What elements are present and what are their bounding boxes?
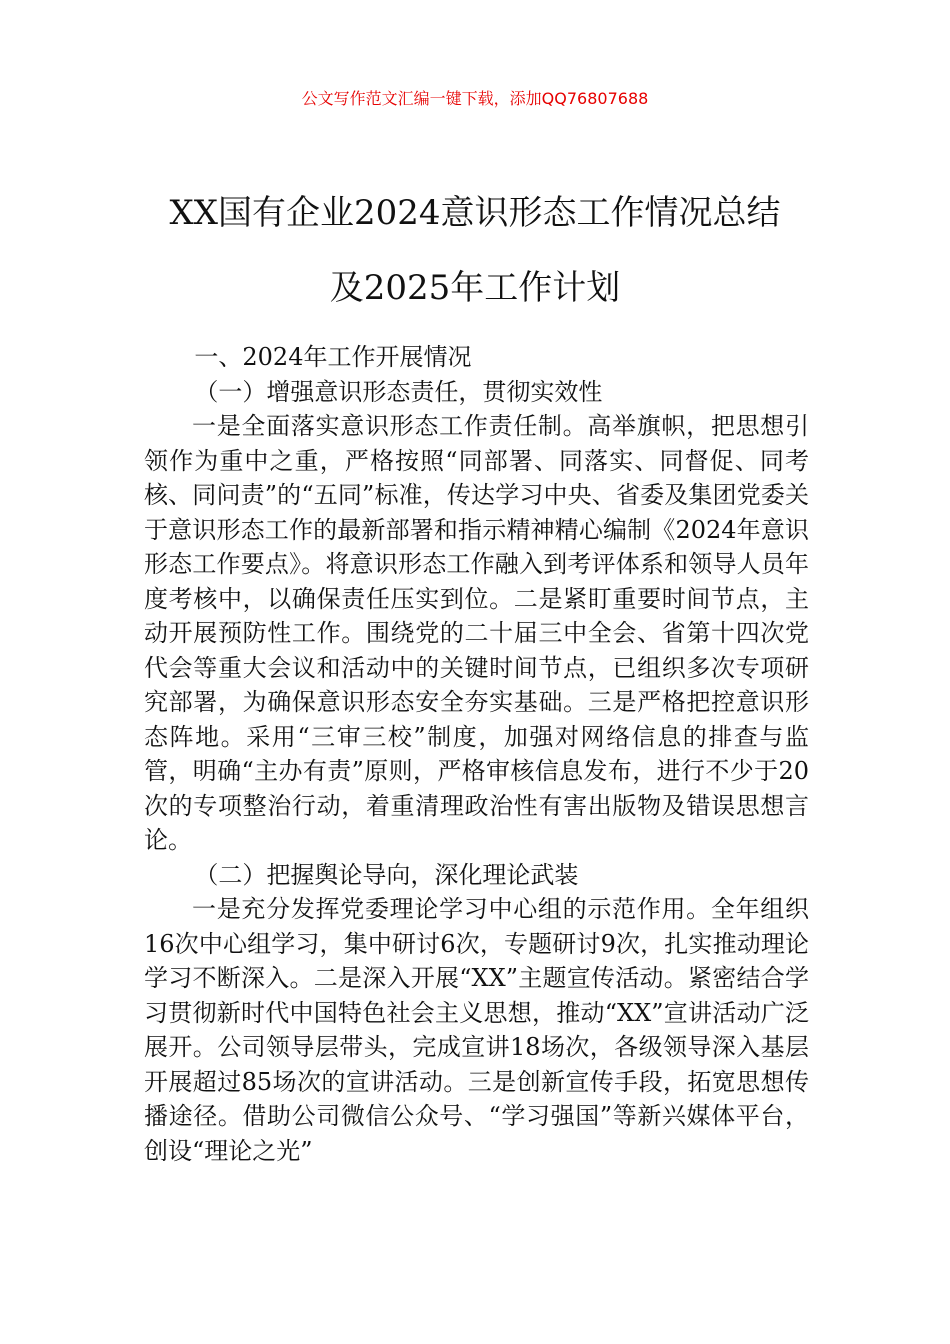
paragraph-2: 一是充分发挥党委理论学习中心组的示范作用。全年组织16次中心组学习，集中研讨6次，专题研讨9次，扎实推动理论学习不断深入。二是深入开展“XX”主题宣传活动。紧密结合学习贯彻新时代中国特色社会主义思想，推动“XX”宣讲活动广泛展开。公司领导层带头，完成宣讲18场次，各级领导深入基层开展超过85场次的宣讲活动。三是创新宣传手段，拓宽思想传播途径。借助公司微信公众号、“学习强国”等新兴媒体平台，创设“理论之光” (144, 895, 809, 1165)
title-line-1: XX国有企业2024意识形态工作情况总结 (169, 193, 781, 233)
section-heading-1: 一、2024年工作开展情况 (194, 343, 472, 371)
subsection-heading-2: （二）把握舆论导向，深化理论武装 (194, 860, 579, 889)
download-banner: 公文写作范文汇编一键下载，添加QQ76807688 (301, 89, 649, 108)
document-title (140, 176, 810, 326)
paragraph-1: 一是全面落实意识形态工作责任制。高举旗帜，把思想引领作为重中之重，严格按照“同部署、同落实、同督促、同考核、同问责”的“五同”标准，传达学习中央、省委及集团党委关于意识形态工作的最新部署和指示精神精心编制《2024年意识形态工作要点》。将意识形态工作融入到考评体系和领导人员年度考核中，以确保责任压实到位。二是紧盯重要时间节点，主动开展预防性工作。围绕党的二十届三中全会、省第十四次党代会等重大会议和活动中的关键时间节点，已组织多次专项研究部署，为确保意识形态安全夯实基础。三是严格把控意识形态阵地。采用“三审三校”制度，加强对网络信息的排查与监管，明确“主办有责”原则，严格审核信息发布，进行不少于20次的专项整治行动，着重清理政治性有害出版物及错误思想言论。 (144, 412, 809, 854)
document-body (144, 340, 809, 1168)
title-line-2: 及2025年工作计划 (329, 268, 621, 308)
subsection-heading-1: （一）增强意识形态责任，贯彻实效性 (194, 377, 603, 406)
